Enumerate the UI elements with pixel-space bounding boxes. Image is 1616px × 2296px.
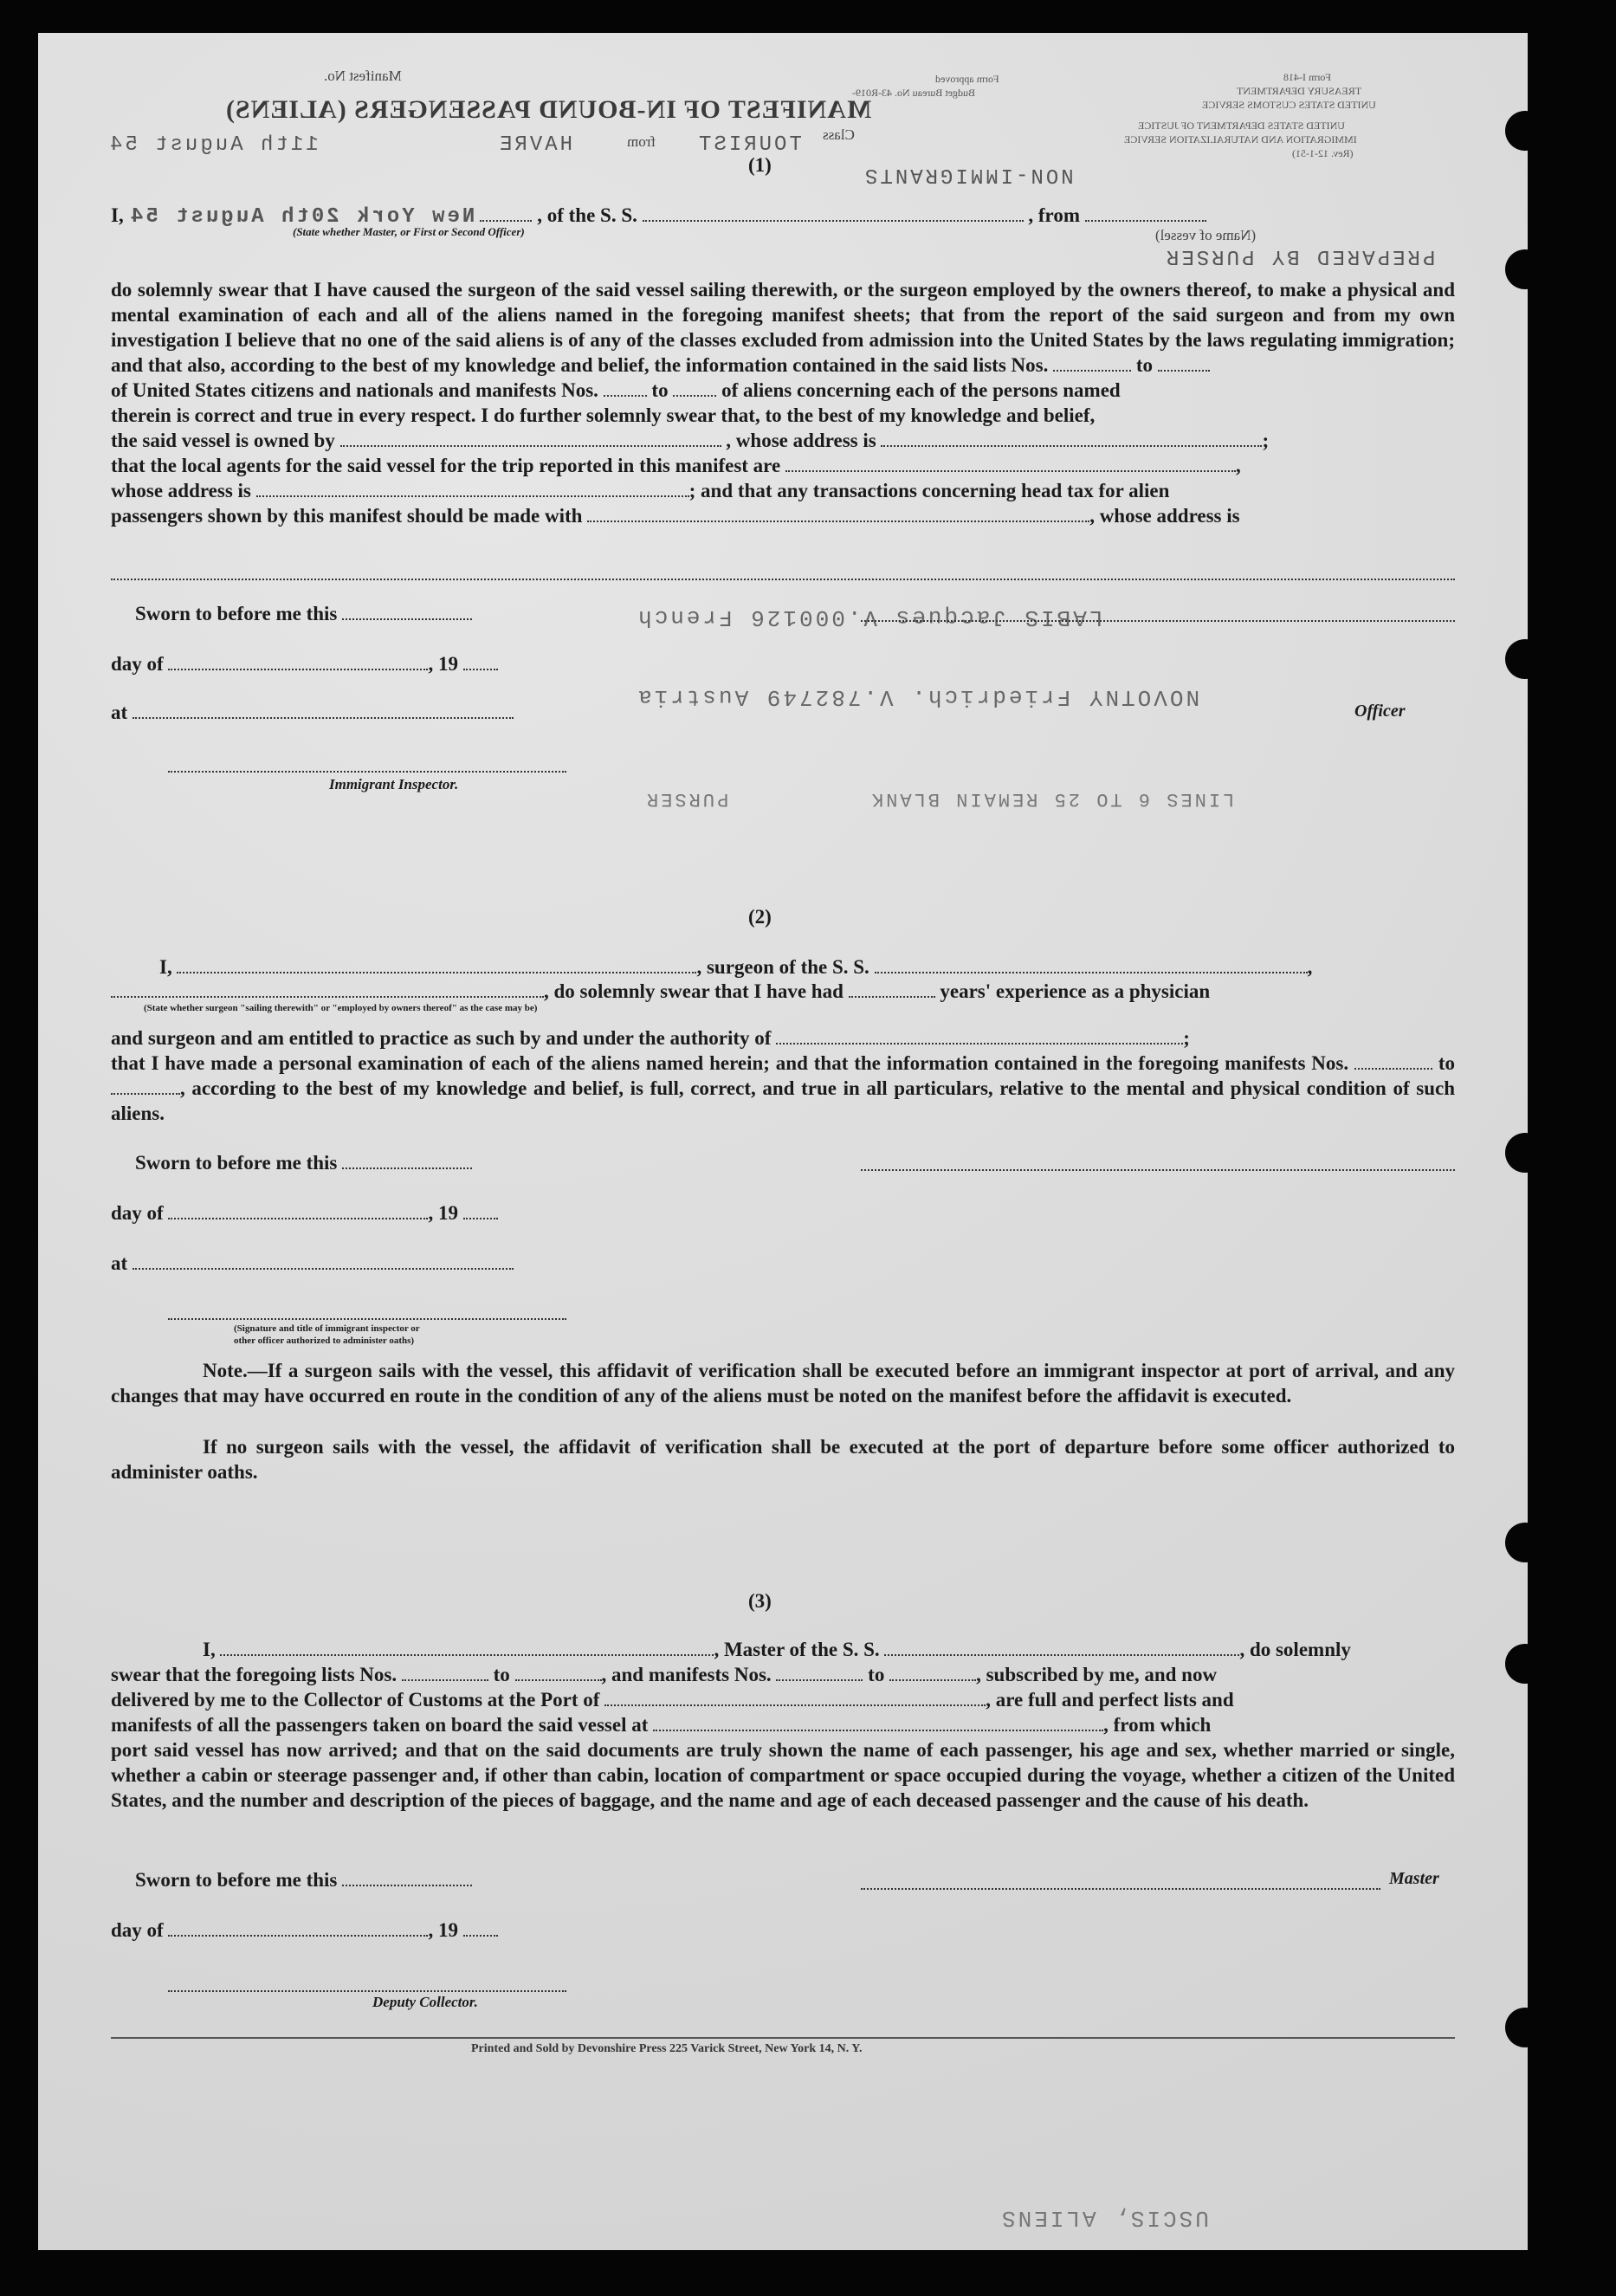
form-number: Form I-418	[1283, 71, 1331, 83]
section-1-caption: (State whether Master, or First or Second Officer)	[293, 225, 525, 238]
punch-hole	[1505, 1523, 1545, 1562]
manifest-page	[38, 33, 1528, 2250]
ins-name: IMMIGRATION AND NATURALIZATION SERVICE	[1124, 133, 1357, 146]
manifest-title: MANIFEST OF IN-BOUND PASSENGERS (ALIENS)	[225, 95, 872, 124]
date-typed: 11th August 54	[107, 133, 319, 157]
budget-bureau: Budget Bureau No. 43-R019-	[852, 87, 975, 99]
section-1-number: (1)	[748, 154, 772, 176]
non-immigrant-typed: NON-IMMIGRANTS	[863, 163, 1074, 186]
section-1-first-line: I, New York 20th August 54 , of the S. S. , from	[111, 203, 1455, 230]
section-3-number: (3)	[748, 1590, 772, 1612]
punch-hole	[1505, 1644, 1545, 1684]
section-1-inspector: Immigrant Inspector.	[329, 776, 459, 792]
section-2-inspector-line	[168, 1316, 566, 1320]
bleed-line-3: LINES 6 TO 25 REMAIN BLANK	[869, 788, 1235, 810]
section-3-deputy-line	[168, 1989, 566, 1992]
form-rev: (Rev. 12-1-51)	[1292, 147, 1354, 159]
section-2-number: (2)	[748, 906, 772, 928]
section-1-inspector-line	[168, 769, 566, 773]
section-2-sig-caption-2: other officer authorized to administer oaths)	[234, 1336, 415, 1346]
from-label: from	[627, 133, 656, 150]
section-2-note: Note.—If a surgeon sails with the vessel, this affidavit of verification shall be executed before an immigrant inspector at port of arrival, and any changes that may have occurred en route in the condition of any of the aliens must be noted on the manifest before the affidavit is executed.	[111, 1360, 1455, 1407]
section-2-second-line: , do solemnly swear that I have had years' experience as a physician	[111, 979, 1210, 1004]
punch-hole	[1505, 111, 1545, 151]
justice-dept: UNITED STATES DEPARTMENT OF JUSTICE	[1138, 120, 1346, 132]
section-3-sworn: Sworn to before me this	[135, 1867, 472, 1892]
class-typed: TOURIST	[696, 133, 802, 157]
section-1-day-of: day of , 19	[111, 651, 498, 676]
treasury-dept: TREASURY DEPARTMENT	[1237, 85, 1362, 97]
section-2-oath: and surgeon and am entitled to practice as such by and under the authority of ; that I have made a personal examination of each of the aliens named herein; and that the information contained in the foregoing manifests Nos. to , according to the best of my knowledge and belief, is full, correct, and true in all particulars, relative to the mental and physical condition of such aliens.	[111, 1027, 1456, 1124]
section-1-oath: do solemnly swear that I have caused the surgeon of the said vessel sailing therewith, or the surgeon employed by the owners thereof, to make a physical and mental examination of each and all of the aliens named in the foregoing manifest sheets; that from the report of the said surgeon and from my own investigation I believe that no one of the said aliens is of any of the classes excluded from admission into the United States by the laws regulating immigration; and that also, according to the best of my knowledge and belief, the information contained in the said lists Nos. to of United States citizens and nationals and manifests Nos. to of aliens concerning each of the persons named therein is correct and true in every respect. I do further solemnly swear that, to the best of my knowledge and belief, the said vessel is owned by , whose address is ; that the local agents for the said vessel for the trip reported in this manifest are , whose address is ; and that any transactions concerning head tax for alien passengers shown by this manifest should be made with , whose address is	[111, 279, 1455, 527]
punch-hole	[1505, 639, 1545, 679]
punch-hole	[1505, 1133, 1545, 1173]
bleed-line-1: NOVOTNY Friedrich. V.782749 Austria	[636, 684, 1200, 710]
section-2-sig-caption-1: (Signature and title of immigrant inspector or	[234, 1323, 420, 1334]
section-2-day-of: day of , 19	[111, 1200, 498, 1226]
manifest-no: Manifest No.	[324, 68, 402, 84]
class-label: Class	[823, 126, 855, 143]
section-2-signature-line	[861, 1167, 1455, 1171]
section-2-sworn: Sworn to before me this	[135, 1150, 472, 1175]
section-1-signature-line	[861, 618, 1455, 622]
section-3-oath: I, , Master of the S. S. , do solemnly swear that the foregoing lists Nos. to , and manifests Nos. to , subscribed by me, and now delivered by me to the Collector of Customs at the Port of , are full and perfect lists and manifests of all the passengers taken on board the said vessel at , from which port said vessel has now arrived; and that on the said documents are truly shown the name of each passenger, his age and sex, whether married or single, whether a cabin or steerage passenger and, if other than cabin, location of compartment or space occupied during the voyage, whether a citizen of the United States, and the number and description of the pieces of baggage, and the name and age of each deceased passenger and the cause of his death.	[111, 1639, 1455, 1811]
prepared-by-typed: PREPARED BY PURSER	[1164, 244, 1436, 268]
section-2-first-line: I, , surgeon of the S. S. ,	[159, 956, 1313, 978]
section-1-officer: Officer	[1354, 702, 1406, 721]
form-approved: Form approved	[935, 73, 999, 85]
section-2-caption: (State whether surgeon "sailing therewith" or "employed by owners thereof" as the case may be)	[144, 1003, 538, 1013]
port-typed: HAVRE	[497, 133, 573, 157]
section-1-address-line	[111, 577, 1455, 580]
bleed-line-4: PURSER	[644, 788, 729, 810]
footer-rule	[111, 2037, 1455, 2039]
bleed-line-2: LABIS Jacques V.000126 French	[636, 605, 1103, 631]
section-3-day-of: day of , 19	[111, 1918, 498, 1943]
section-1-sworn: Sworn to before me this	[135, 601, 472, 626]
footer-printer: Printed and Sold by Devonshire Press 225 Varick Street, New York 14, N. Y.	[471, 2042, 863, 2055]
footer-stamp: USCIS, ALIENS	[999, 2205, 1209, 2231]
vessel-caption: (Name of vessel)	[1155, 227, 1257, 243]
section-3-signature-line	[861, 1886, 1380, 1890]
customs-service: UNITED STATES CUSTOMS SERVICE	[1202, 99, 1376, 111]
punch-hole	[1505, 2008, 1545, 2047]
section-2-at: at	[111, 1251, 514, 1276]
section-3-master: Master	[1389, 1869, 1439, 1888]
section-3-deputy: Deputy Collector.	[372, 1994, 478, 2010]
punch-hole	[1505, 249, 1545, 289]
section-2-note-2: If no surgeon sails with the vessel, the affidavit of verification shall be executed at the port of departure before some officer authorized to administer oaths.	[111, 1436, 1455, 1483]
section-1-at: at	[111, 700, 514, 725]
